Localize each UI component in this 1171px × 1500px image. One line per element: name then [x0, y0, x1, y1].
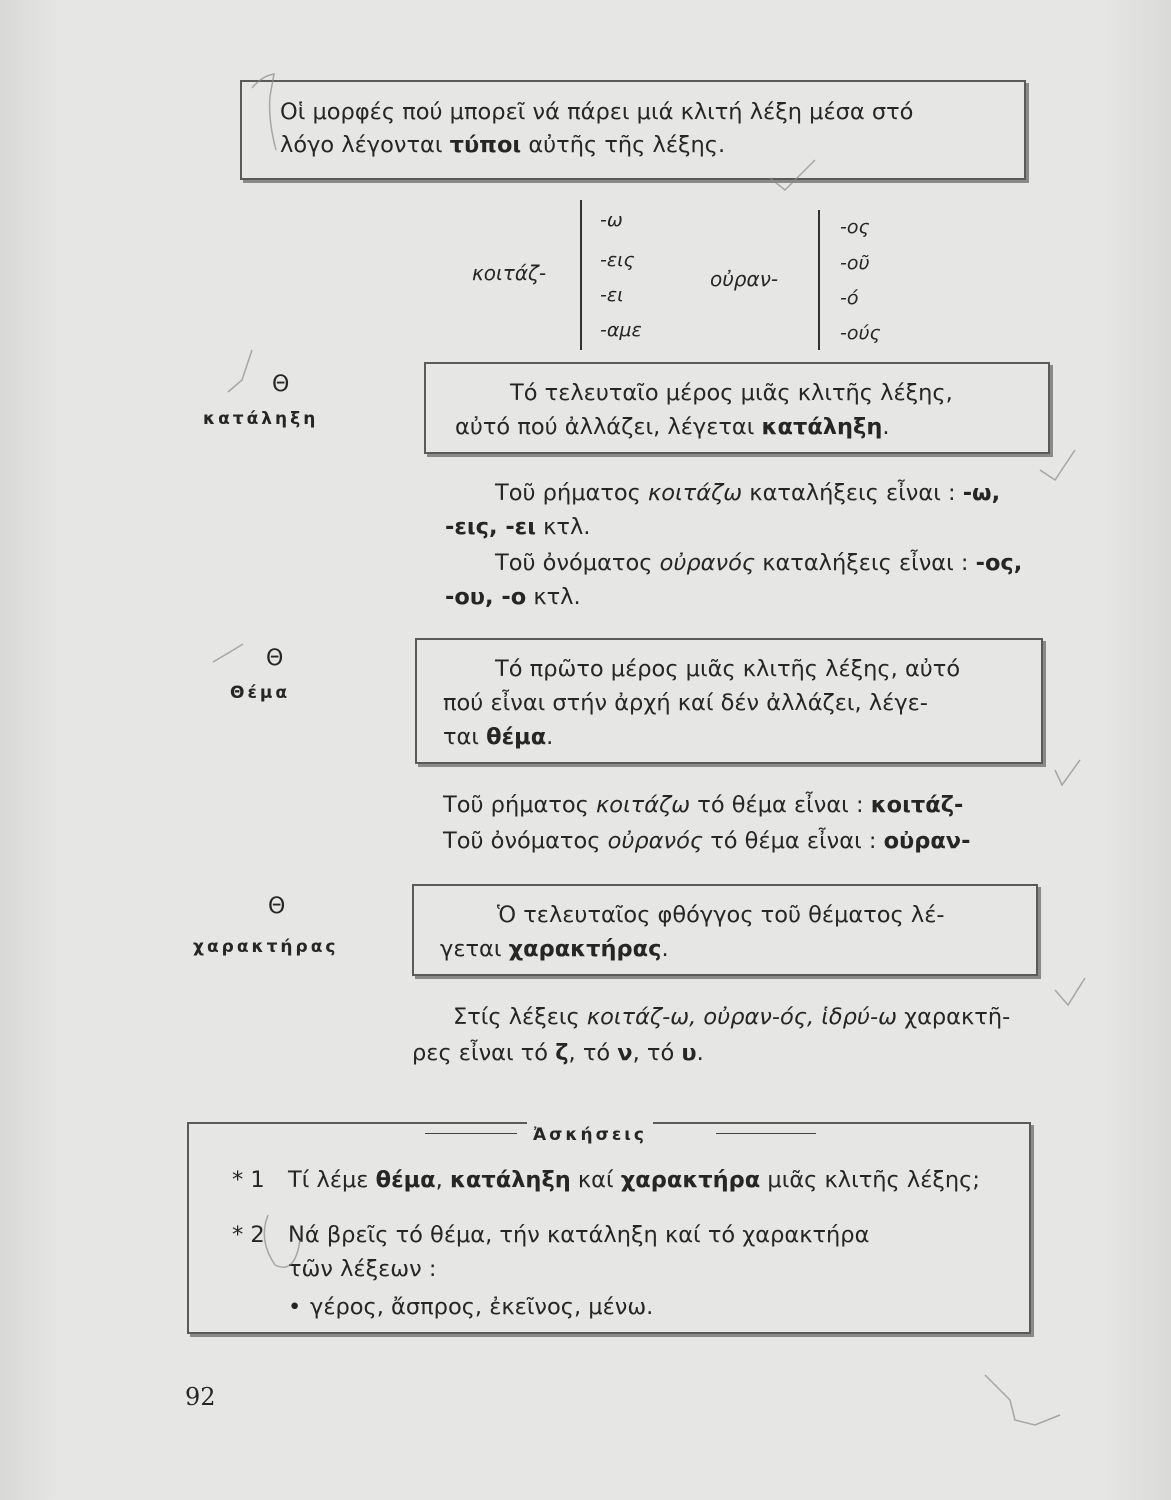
example-character: ν: [617, 1040, 633, 1066]
stem-margin-label: Θέμα: [230, 683, 291, 703]
exercise-text: καί: [570, 1167, 621, 1193]
paradigm-verb-ending: -αμε: [600, 319, 642, 341]
exercise-text: ,: [435, 1167, 450, 1193]
example-text: ρες εἶναι τό: [412, 1040, 556, 1066]
pencil-check-mark: [252, 74, 276, 150]
stem-line-2: πού εἶναι στήν ἀρχή καί δέν ἀλλάζει, λέγε-: [443, 690, 928, 716]
paradigm-verb-ending: -ει: [600, 284, 624, 306]
example-text: , τό: [632, 1040, 682, 1066]
paradigm-noun-ending: -οῦ: [840, 252, 870, 274]
pencil-check-mark: [228, 350, 252, 392]
stem-line3-pre: ται: [443, 724, 487, 750]
pencil-check-mark: [770, 160, 815, 190]
paradigm-noun-ending: -ος: [840, 216, 870, 238]
example-word: κοιτάζ-ω, οὐραν-ός, ἱδρύ-ω: [586, 1004, 897, 1030]
example-character: υ: [681, 1040, 697, 1066]
paradigm-noun-ending: -ό: [840, 287, 859, 309]
types-line2-post: αὐτῆς τῆς λέξης.: [521, 132, 726, 158]
example-text: Τοῦ ρήματος: [443, 792, 597, 818]
paradigm-noun-stem: οὐραν-: [710, 267, 779, 291]
pencil-check-mark: [1040, 450, 1075, 480]
example-stem: κοιτάζ-: [870, 792, 964, 818]
character-margin-label: χαρακτήρας: [193, 937, 339, 957]
pencil-check-mark: [1055, 760, 1080, 785]
pencil-check-mark: [213, 644, 243, 662]
character-line2-pre: γεται: [440, 936, 509, 962]
types-line2-pre: λόγο λέγονται: [280, 132, 450, 158]
paradigm-verb-stem: κοιτάζ-: [472, 261, 547, 285]
exercise-2-marker: * 2: [232, 1222, 265, 1248]
character-line-1: Ὁ τελευταῖος φθόγγος τοῦ θέματος λέ-: [497, 902, 945, 928]
example-text: Στίς λέξεις: [453, 1004, 587, 1030]
ending-line-1: Τό τελευταῖο μέρος μιᾶς κλιτῆς λέξης,: [510, 380, 953, 406]
ending-line2-pre: αὐτό πού ἀλλάζει, λέγεται: [455, 414, 762, 440]
example-word: οὐρανός: [659, 550, 756, 576]
example-word: οὐρανός: [607, 828, 704, 854]
example-text: καταλήξεις εἶναι :: [742, 480, 963, 506]
ending-term: κατάληξη: [761, 414, 883, 440]
stem-margin-symbol: Θ: [266, 646, 284, 671]
example-stem: οὐραν-: [883, 828, 971, 854]
exercise-text: Τί λέμε: [288, 1167, 376, 1193]
paradigm-verb-ending: -εις: [600, 249, 635, 271]
page-number: 92: [185, 1383, 216, 1411]
pencil-check-mark: [1055, 978, 1085, 1005]
example-ending: -ος,: [975, 550, 1023, 576]
example-text: .: [696, 1040, 704, 1066]
stem-line-1: Τό πρῶτο μέρος μιᾶς κλιτῆς λέξης, αὐτό: [495, 656, 961, 682]
exercise-2-words: γέρος, ἄσπρος, ἐκεῖνος, μένω.: [310, 1294, 654, 1320]
example-text: , τό: [568, 1040, 618, 1066]
pencil-circle: [264, 1215, 300, 1267]
character-line2-post: .: [661, 936, 669, 962]
exercises-heading: Ἀσκήσεις: [527, 1118, 653, 1152]
example-text: Τοῦ ὀνόματος: [443, 828, 608, 854]
paradigm-verb-ending: -ω: [600, 209, 623, 231]
ending-margin-symbol: Θ: [272, 372, 290, 397]
example-ending: -ω,: [962, 480, 1001, 506]
pencil-check-mark: [985, 1375, 1060, 1425]
exercise-term: κατάληξη: [449, 1167, 571, 1193]
example-text: Τοῦ ὀνόματος: [495, 550, 660, 576]
example-word: κοιτάζω: [648, 480, 743, 506]
exercise-1-marker: * 1: [232, 1167, 265, 1193]
exercise-term: χαρακτήρα: [620, 1167, 761, 1193]
character-term: χαρακτήρας: [508, 936, 662, 962]
example-character: ζ: [555, 1040, 569, 1066]
exercise-text: μιᾶς κλιτῆς λέξης;: [760, 1167, 980, 1193]
example-text: τό θέμα εἶναι :: [703, 828, 884, 854]
example-text: καταλήξεις εἶναι :: [755, 550, 976, 576]
exercise-2-bullet: •: [288, 1294, 302, 1320]
example-text: Τοῦ ρήματος: [495, 480, 649, 506]
exercise-term: θέμα: [375, 1167, 436, 1193]
character-margin-symbol: Θ: [268, 894, 286, 919]
example-ending: -εις, -ει: [445, 514, 536, 540]
ending-margin-label: κατάληξη: [203, 409, 319, 429]
example-text: τό θέμα εἶναι :: [690, 792, 871, 818]
types-line-1: Οἱ μορφές πού μπορεῖ νά πάρει μιά κλιτή λέξη μέσα στό: [280, 99, 914, 125]
ending-line2-post: .: [882, 414, 890, 440]
example-word: κοιτάζω: [596, 792, 691, 818]
paradigm-noun-ending: -ούς: [840, 322, 881, 344]
example-text: κτλ.: [526, 584, 581, 610]
stem-term: θέμα: [486, 724, 547, 750]
example-text: χαρακτῆ-: [896, 1004, 1011, 1030]
exercise-2-line-2: τῶν λέξεων :: [288, 1256, 437, 1282]
stem-line3-post: .: [546, 724, 554, 750]
example-ending: -ου, -ο: [445, 584, 527, 610]
exercise-2-line-1: Νά βρεῖς τό θέμα, τήν κατάληξη καί τό χαρακτήρα: [288, 1222, 870, 1248]
types-term: τύποι: [449, 132, 522, 158]
example-text: κτλ.: [535, 514, 591, 540]
